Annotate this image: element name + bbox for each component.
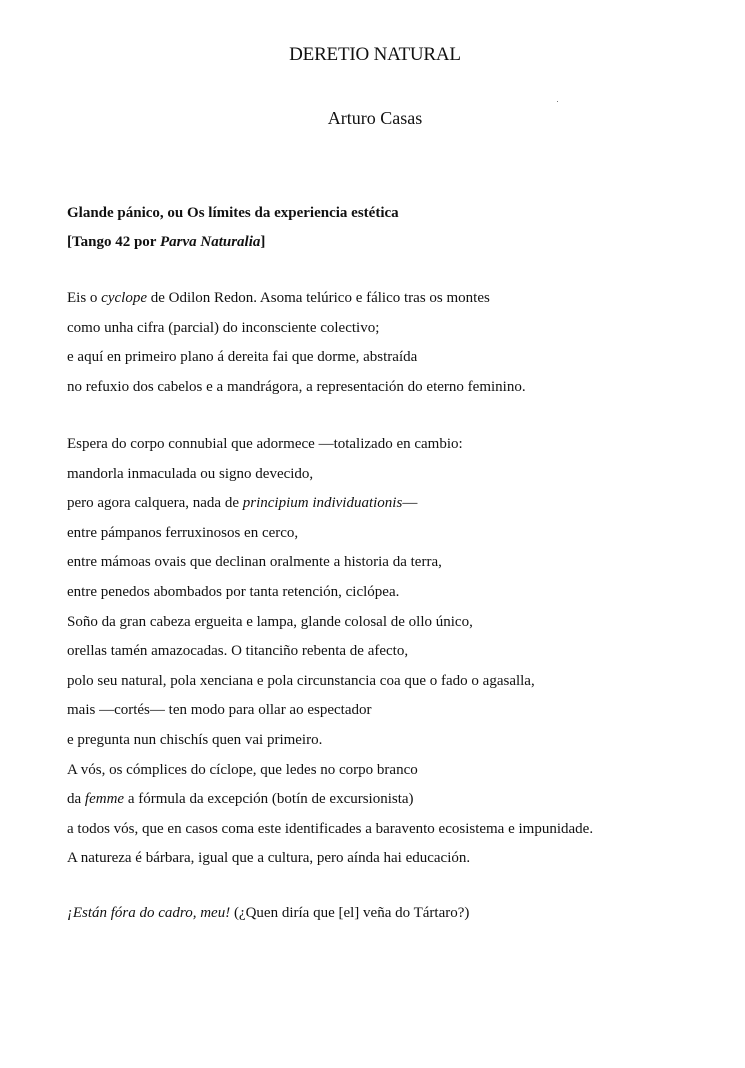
verse-line: A vós, os cómplices do cíclope, que ledes no corpo branco: [67, 761, 418, 778]
stanza-3: [67, 899, 469, 929]
verse-text: da: [67, 791, 85, 808]
verse-text: a fórmula da excepción (botín de excursionista): [124, 791, 414, 808]
verse-text: (¿Quen diría que [el] veña do Tártaro?): [230, 905, 470, 921]
verse-line: e pregunta nun chischís quen vai primeiro.: [67, 731, 323, 748]
verse-line: entre penedos abombados por tanta retención, ciclópea.: [67, 583, 400, 600]
verse-line: mais —cortés— ten modo para ollar ao espectador: [67, 702, 372, 719]
verse-line: [67, 899, 469, 929]
verse-line: A natureza é bárbara, igual que a cultura, pero aínda hai educación.: [67, 850, 471, 867]
verse-line: [67, 785, 593, 815]
page-title: DERETIO NATURAL: [289, 44, 461, 65]
heading-suffix: ]: [260, 234, 266, 250]
stanza-1: [67, 284, 526, 402]
verse-text: —: [402, 495, 418, 512]
verse-line: orellas tamén amazocadas. O titanciño rebenta de afecto,: [67, 643, 409, 660]
verse-line: entre mámoas ovais que declinan oralmente a historia da terra,: [67, 554, 442, 571]
verse-line: [67, 489, 593, 519]
verse-line: a todos vós, que en casos coma este identificades a baravento ecosistema e impunidade.: [67, 820, 594, 837]
verse-text: de Odilon Redon. Asoma telúrico e fálico tras os montes: [146, 290, 490, 306]
verse-italic: cyclope: [101, 290, 147, 306]
verse-text: Eis o: [67, 290, 102, 306]
poem-heading-line-1: Glande pánico, ou Os límites da experiencia estética: [67, 205, 399, 221]
verse-line: entre pámpanos ferruxinosos en cerco,: [67, 524, 299, 541]
verse-italic: ¡Están fóra do cadro, meu!: [67, 905, 231, 921]
verse-line: Espera do corpo connubial que adormece —totalizado en cambio:: [67, 436, 463, 452]
verse-line: como unha cifra (parcial) do inconsciente colectivo;: [67, 319, 380, 336]
verse-line: Soño da gran cabeza ergueita e lampa, glande colosal de ollo único,: [67, 613, 473, 630]
heading-prefix: [Tango 42 por: [67, 234, 160, 250]
stanza-2: [67, 430, 593, 874]
verse-line: mandorla inmaculada ou signo devecido,: [67, 465, 314, 482]
verse-line: [67, 284, 526, 314]
verse-line: e aquí en primeiro plano á dereita fai que dorme, abstraída: [67, 349, 418, 366]
verse-line: no refuxio dos cabelos e a mandrágora, a representación do eterno feminino.: [67, 378, 526, 395]
verse-italic: principium individuationis: [242, 495, 403, 512]
verse-italic: femme: [84, 791, 125, 808]
heading-italic-title: Parva Naturalia: [159, 234, 261, 250]
verse-text: pero agora calquera, nada de: [67, 495, 243, 512]
poem-heading: [67, 199, 399, 257]
verse-line: polo seu natural, pola xenciana e pola circunstancia coa que o fado o agasalla,: [67, 672, 535, 689]
author-name: Arturo Casas: [327, 108, 423, 128]
poem-heading-line-2: [67, 228, 399, 257]
scan-speck: [557, 101, 558, 102]
